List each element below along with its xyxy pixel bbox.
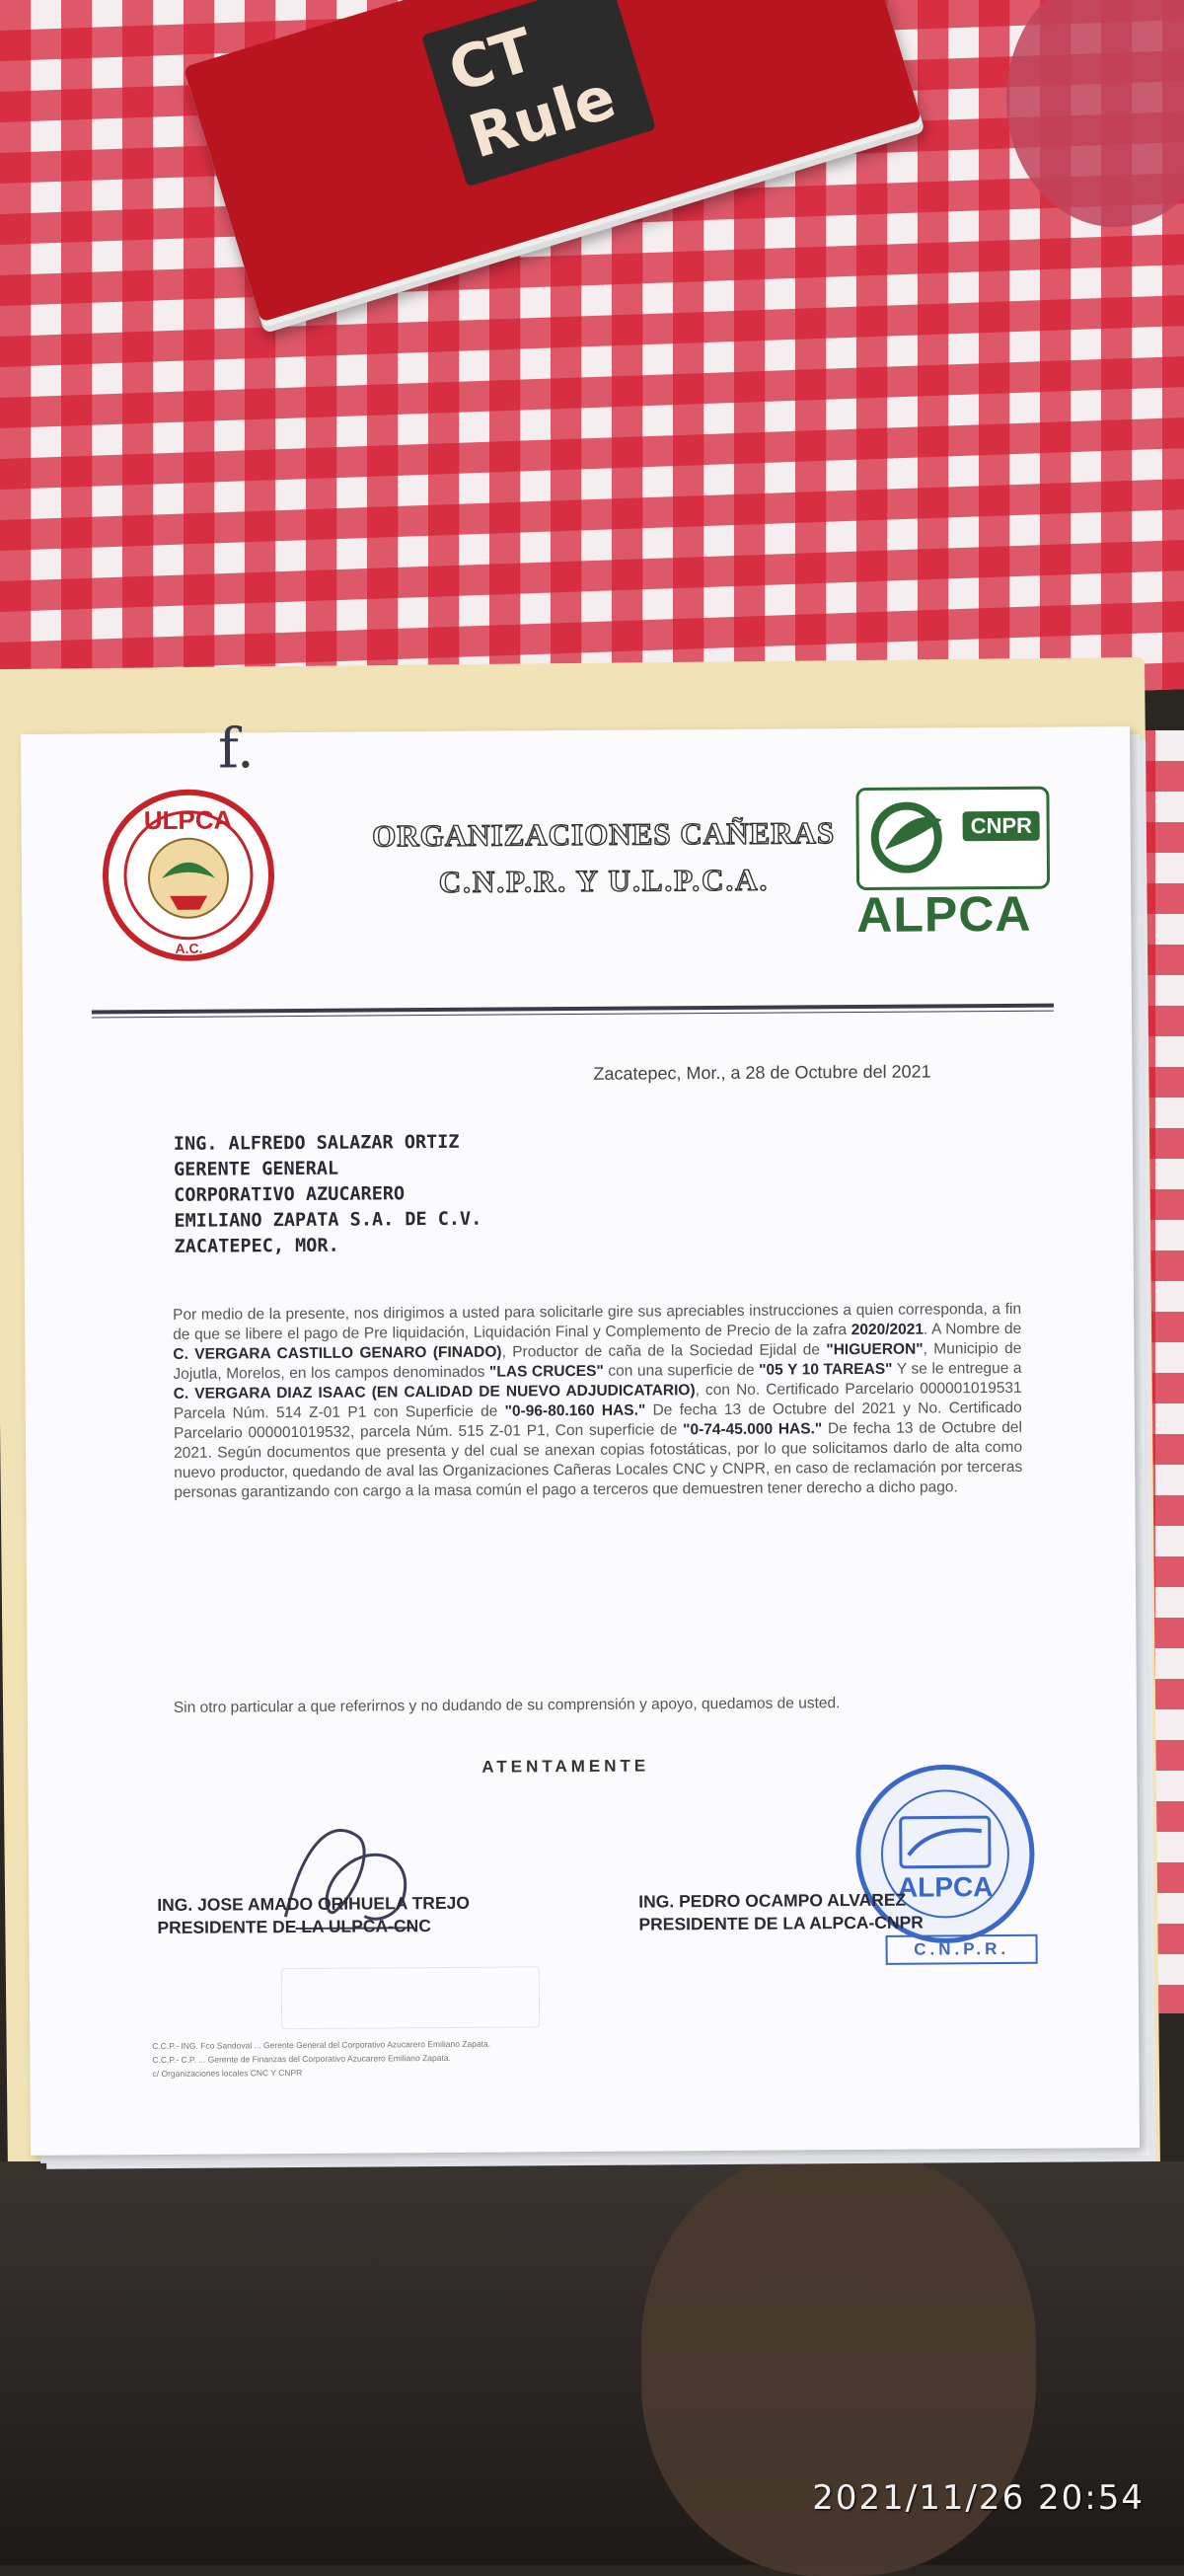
closing-paragraph: Sin otro particular a que referirnos y no dudando de su comprensión y apoyo, quedamos de usted.: [173, 1695, 841, 1716]
addressee-line: ING. ALFREDO SALAZAR ORTIZ: [173, 1131, 460, 1155]
ulpca-logo-icon: [100, 787, 276, 963]
addressee-block: [174, 1130, 482, 1260]
faint-stamp: [281, 1966, 540, 2029]
date-line: Zacatepec, Mor., a 28 de Octubre del 2021: [593, 1061, 931, 1084]
cnpr-stamp: C.N.P.R.: [886, 1934, 1038, 1965]
ulpca-acronym: ULPCA: [143, 804, 233, 836]
header-title-line2: C.N.P.R. Y U.L.P.C.A.: [438, 862, 770, 899]
signatory-left: [157, 1892, 470, 1939]
leaf-circle-icon: [864, 797, 954, 877]
handwritten-mark: f.: [217, 717, 255, 782]
addressee-line: EMILIANO ZAPATA S.A. DE C.V.: [174, 1208, 482, 1232]
signatory-left-title: PRESIDENTE DE LA ULPCA-CNC: [157, 1916, 431, 1938]
addressee-line: ZACATEPEC, MOR.: [174, 1235, 339, 1257]
photo-timestamp: 2021/11/26 20:54: [812, 2478, 1145, 2518]
ccp-line: C.C.P.- C.P. ... Gerente de Finanzas del Corporativo Azucarero Emiliano Zapata.: [152, 2052, 451, 2066]
cnpr-logo: [855, 787, 1050, 890]
signatory-right-title: PRESIDENTE DE LA ALPCA-CNPR: [638, 1912, 924, 1934]
header-divider: [92, 1004, 1054, 1015]
alpca-logo-text: ALPCA: [856, 885, 1032, 944]
addressee-line: GERENTE GENERAL: [173, 1158, 339, 1180]
signatory-right-name: ING. PEDRO OCAMPO ALVAREZ: [638, 1889, 907, 1912]
book-cover-text: CT Rule: [421, 0, 656, 187]
cnpr-badge: CNPR: [963, 811, 1041, 842]
addressee-line: CORPORATIVO AZUCARERO: [174, 1183, 406, 1206]
letter-document: [21, 717, 1140, 2156]
seal-text: ALPCA: [897, 1871, 994, 1903]
ccp-line: C.C.P.- ING. Fco Sandoval ... Gerente General del Corporativo Azucarero Emiliano Zapata.: [152, 2038, 491, 2052]
ulpca-subtext: A.C.: [175, 940, 203, 956]
ccp-line: c/ Organizaciones locales CNC Y CNPR: [152, 2067, 303, 2080]
signatory-right: [638, 1889, 924, 1936]
atentamente-label: ATENTAMENTE: [481, 1756, 650, 1777]
header-title-line1: ORGANIZACIONES CAÑERAS: [372, 815, 836, 854]
signatory-left-name: ING. JOSE AMADO ORIHUELA TREJO: [157, 1892, 470, 1916]
carbon-copy-list: [152, 2037, 490, 2081]
body-paragraph: Por medio de la presente, nos dirigimos a usted para solicitarle gire sus apreciables instrucciones a quien corresponda, a fin de que se libere el pago de Pre liquidación, Liquidación Final y Complemento de Precio de la zafra 2020/2021. A Nombre de C. VERGARA CASTILLO GENARO (FINADO), Productor de caña de la Sociedad Ejidal de "HIGUERON", Municipio de Jojutla, Morelos, en los campos denominados "LAS CRUCES" con una superficie de "05 Y 10 TAREAS" Y se le entregue a C. VERGARA DIAZ ISAAC (EN CALIDAD DE NUEVO ADJUDICATARIO), con No. Certificado Parcelario 000001019531 Parcela Núm. 514 Z-01 P1 con Superficie de "0-96-80.160 HAS." De fecha 13 de Octubre del 2021 y No. Certificado Parcelario 000001019532, parcela Núm. 515 Z-01 P1, Con superficie de "0-74-45.000 HAS." De fecha 13 de Octubre del 2021. Según documentos que presenta y del cual se anexan copias fotostáticas, por lo que solicitamos darlo de alta como nuevo productor, quedando de aval las Organizaciones Cañeras Locales CNC y CNPR, en caso de reclamación por terceras personas garantizando con cargo a la masa común el pago a terceros que demuestren tener derecho a dicho pago.: [173, 1300, 1023, 1501]
